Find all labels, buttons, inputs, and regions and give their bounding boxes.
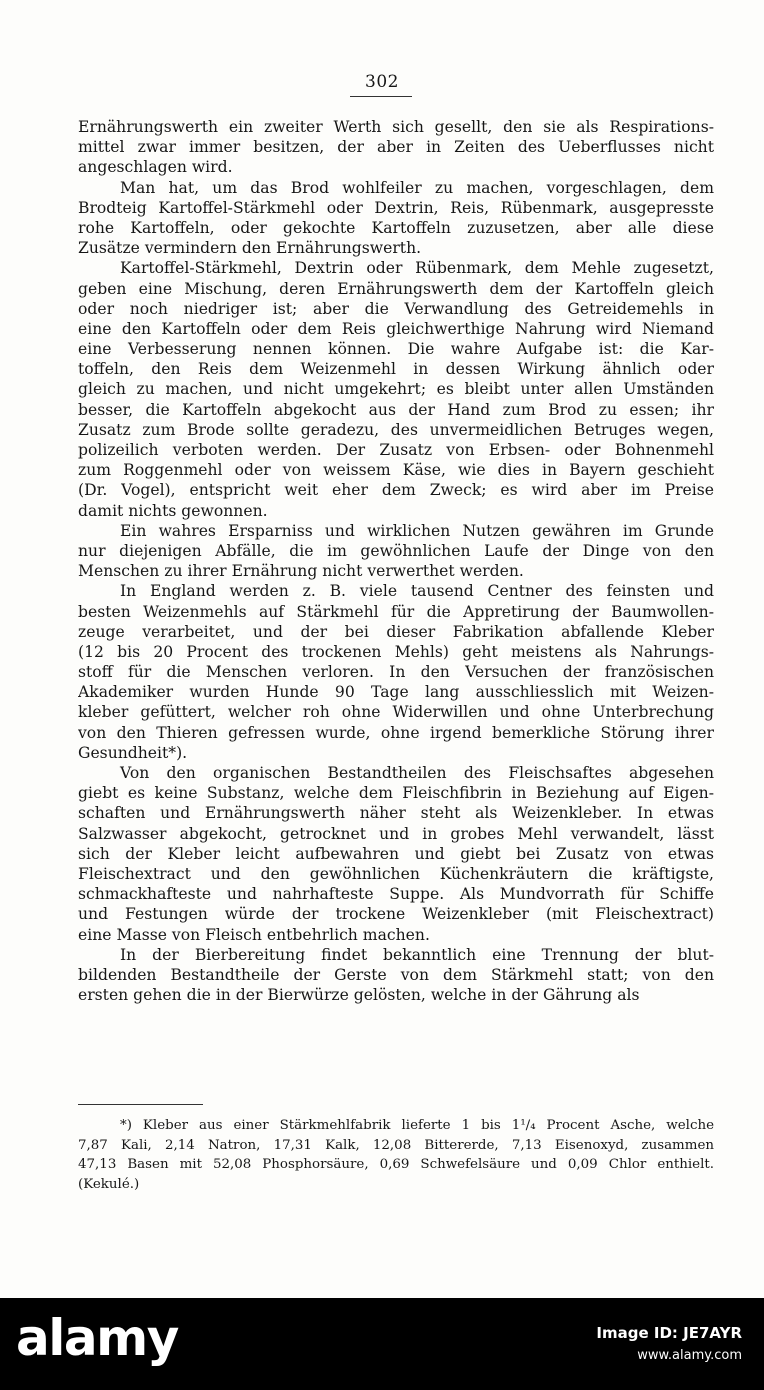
text-line: stoff für die Menschen verloren. In den Versuchen der französischen bbox=[78, 663, 714, 682]
text-line: eine Masse von Fleisch entbehrlich machen. bbox=[78, 925, 430, 944]
text-line: In England werden z. B. viele tausend Centner des feinsten und bbox=[120, 582, 714, 601]
text-line: Gesundheit*). bbox=[78, 743, 188, 762]
footnote bbox=[78, 1116, 714, 1194]
text-line: schmackhafteste und nahrhafteste Suppe. Als Mundvorrath für Schiffe bbox=[78, 885, 714, 904]
footnote-rule bbox=[78, 1104, 203, 1105]
text-line: sich der Kleber leicht aufbewahren und giebt bei Zusatz von etwas bbox=[78, 844, 714, 863]
text-line: Ein wahres Ersparniss und wirklichen Nutzen gewähren im Grunde bbox=[120, 521, 714, 540]
text-line: In der Bierbereitung findet bekanntlich eine Trennung der blut- bbox=[120, 945, 714, 964]
image-id-label: Image ID: JE7AYR bbox=[596, 1324, 742, 1342]
text-line: mittel zwar immer besitzen, der aber in Zeiten des Ueberflusses nicht bbox=[78, 138, 714, 157]
text-line: giebt es keine Substanz, welche dem Fleischfibrin in Beziehung auf Eigen- bbox=[78, 784, 714, 803]
footnote-line: 7,87 Kali, 2,14 Natron, 17,31 Kalk, 12,08 Bittererde, 7,13 Eisenoxyd, zusammen bbox=[78, 1137, 714, 1153]
footnote-line: 47,13 Basen mit 52,08 Phosphorsäure, 0,69 Schwefelsäure und 0,09 Chlor enthielt. bbox=[78, 1157, 714, 1172]
paragraph bbox=[78, 258, 714, 520]
text-line: besser, die Kartoffeln abgekocht aus der Hand zum Brod zu essen; ihr bbox=[78, 400, 714, 419]
text-line: Brodteig Kartoffel-Stärkmehl oder Dextrin, Reis, Rübenmark, ausgepresste bbox=[78, 198, 714, 217]
paragraph bbox=[78, 763, 714, 945]
paragraph bbox=[78, 178, 714, 259]
text-line: zum Roggenmehl oder von weissem Käse, wie dies in Bayern geschieht bbox=[78, 461, 714, 480]
text-line: eine den Kartoffeln oder dem Reis gleichwerthige Nahrung wird Niemand bbox=[78, 319, 714, 338]
text-line: Zusätze vermindern den Ernährungswerth. bbox=[78, 239, 422, 258]
text-line: (Dr. Vogel), entspricht weit eher dem Zweck; es wird aber im Preise bbox=[78, 481, 714, 500]
text-line: nur diejenigen Abfälle, die im gewöhnlichen Laufe der Dinge von den bbox=[78, 541, 714, 560]
text-line: toffeln, den Reis dem Weizenmehl in dessen Wirkung ähnlich oder bbox=[78, 360, 714, 379]
text-line: kleber gefüttert, welcher roh ohne Widerwillen und ohne Unterbrechung bbox=[78, 703, 714, 722]
text-line: damit nichts gewonnen. bbox=[78, 501, 268, 520]
text-line: schaften und Ernährungswerth näher steht als Weizenkleber. In etwas bbox=[78, 804, 714, 823]
page-number: 302 bbox=[365, 72, 399, 92]
banner-url: www.alamy.com bbox=[637, 1348, 742, 1363]
text-line: angeschlagen wird. bbox=[78, 158, 233, 177]
body-text bbox=[78, 117, 714, 1005]
text-line: ersten gehen die in der Bierwürze gelösten, welche in der Gährung als bbox=[78, 986, 640, 1005]
text-line: zeuge verarbeitet, und der bei dieser Fabrikation abfallende Kleber bbox=[78, 622, 714, 641]
paragraph bbox=[78, 117, 714, 178]
text-line: und Festungen würde der trockene Weizenkleber (mit Fleischextract) bbox=[78, 905, 714, 924]
text-line: oder noch niedriger ist; aber die Verwandlung des Getreidemehls in bbox=[78, 299, 714, 318]
text-line: Von den organischen Bestandtheilen des Fleischsaftes abgesehen bbox=[120, 764, 714, 782]
page-number-rule bbox=[350, 96, 412, 97]
text-line: besten Weizenmehls auf Stärkmehl für die Appretirung der Baumwollen- bbox=[78, 602, 714, 621]
footnote-line: (Kekulé.) bbox=[78, 1176, 140, 1192]
text-line: von den Thieren gefressen wurde, ohne irgend bemerkliche Störung ihrer bbox=[78, 723, 714, 742]
text-line: Man hat, um das Brod wohlfeiler zu machen, vorgeschlagen, dem bbox=[120, 178, 714, 197]
stock-watermark-banner bbox=[0, 1298, 764, 1390]
text-line: bildenden Bestandtheile der Gerste von dem Stärkmehl statt; von den bbox=[78, 965, 714, 984]
text-line: Kartoffel-Stärkmehl, Dextrin oder Rübenmark, dem Mehle zugesetzt, bbox=[120, 259, 714, 278]
paragraph bbox=[78, 521, 714, 582]
text-line: geben eine Mischung, deren Ernährungswerth dem der Kartoffeln gleich bbox=[78, 279, 714, 298]
text-line: Ernährungswerth ein zweiter Werth sich gesellt, den sie als Respirations- bbox=[78, 118, 714, 136]
text-line: Zusatz zum Brode sollte geradezu, des unvermeidlichen Betruges wegen, bbox=[78, 420, 714, 439]
text-line: gleich zu machen, und nicht umgekehrt; es bleibt unter allen Umständen bbox=[78, 380, 714, 399]
text-line: eine Verbesserung nennen können. Die wahre Aufgabe ist: die Kar- bbox=[78, 340, 714, 359]
text-line: (12 bis 20 Procent des trockenen Mehls) geht meistens als Nahrungs- bbox=[78, 642, 714, 661]
text-line: rohe Kartoffeln, oder gekochte Kartoffeln zuzusetzen, aber alle diese bbox=[78, 218, 714, 237]
text-line: polizeilich verboten werden. Der Zusatz von Erbsen- oder Bohnenmehl bbox=[78, 441, 714, 459]
text-line: Akademiker wurden Hunde 90 Tage lang ausschliesslich mit Weizen- bbox=[78, 683, 714, 702]
footnote-line: *) Kleber aus einer Stärkmehlfabrik lieferte 1 bis 1¹/₄ Procent Asche, welche bbox=[120, 1118, 714, 1133]
paragraph bbox=[78, 945, 714, 1006]
alamy-logo: alamy bbox=[16, 1309, 178, 1367]
text-line: Fleischextract und den gewöhnlichen Küchenkräutern die kräftigste, bbox=[78, 864, 714, 883]
paragraph bbox=[78, 581, 714, 763]
text-line: Menschen zu ihrer Ernährung nicht verwerthet werden. bbox=[78, 562, 524, 581]
text-line: Salzwasser abgekocht, getrocknet und in grobes Mehl verwandelt, lässt bbox=[78, 824, 714, 843]
